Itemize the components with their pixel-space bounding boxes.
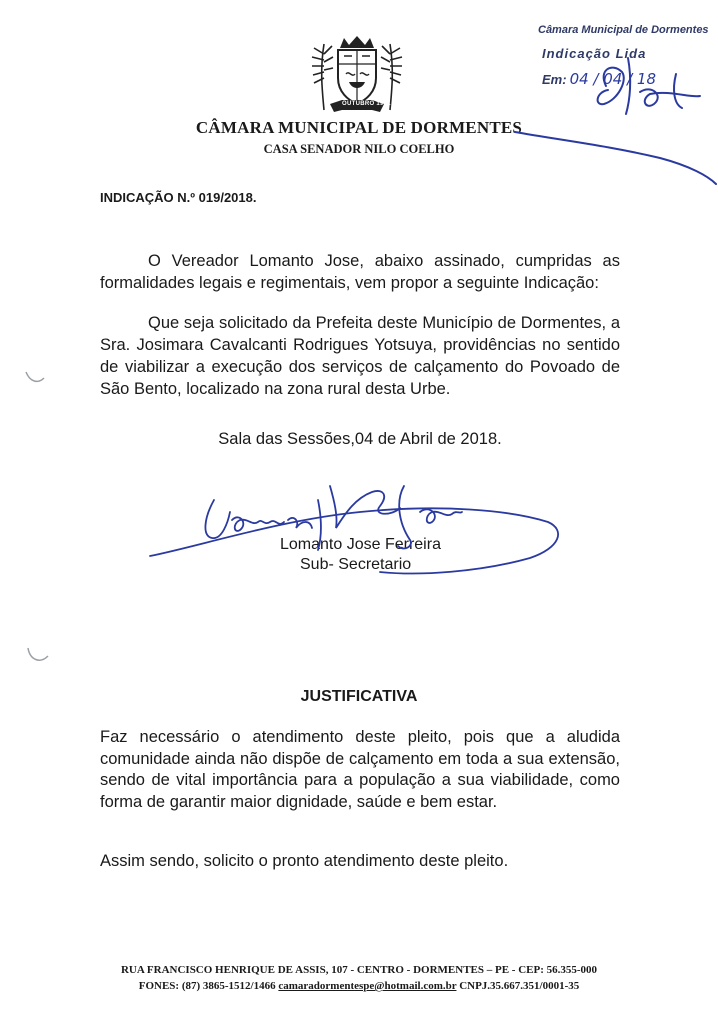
justification-paragraph: Faz necessário o atendimento deste pleito, pois que a aludida comunidade ainda não dispõe de calçamento em toda a sua extensão, sendo de vital importância para a população a sua viabilidade, como forma de garantir maior dignidade, saúde e bem estar.: [100, 728, 620, 811]
signer-block: [280, 535, 441, 575]
stamp-date-value: 04 / 04 / 18: [569, 70, 657, 88]
request-paragraph: Que seja solicitado da Prefeita deste Município de Dormentes, a Sra. Josimara Cavalcanti Rodrigues Yotsuya, providências no sentido de viabilizar a execução dos serviços de calçamento do Povoado de São Bento, localizado na zona rural desta Urbe.: [100, 314, 620, 398]
footer-cnpj: CNPJ.35.667.351/0001-35: [459, 980, 580, 992]
indication-number: INDICAÇÃO N.º 019/2018.: [100, 190, 257, 205]
municipal-crest-icon: [302, 34, 412, 120]
place-date: Sala das Sessões,04 de Abril de 2018.: [218, 430, 502, 448]
crest-ribbon-text: OUTUBRO 1991: [342, 101, 391, 107]
footer-email: camaradormentespe@hotmail.com.br: [278, 980, 457, 992]
signer-role: Sub- Secretario: [300, 556, 412, 573]
stamp-chamber-name: Câmara Municipal de Dormentes: [538, 24, 709, 36]
org-subtitle: CASA SENADOR NILO COELHO: [263, 142, 455, 156]
org-name: CÂMARA MUNICIPAL DE DORMENTES: [195, 118, 523, 137]
justification-title: JUSTIFICATIVA: [300, 688, 418, 705]
punch-marks-icon: [26, 372, 48, 660]
footer-phones: FONES: (87) 3865-1512/1466: [138, 980, 276, 992]
intro-paragraph: O Vereador Lomanto Jose, abaixo assinado, cumpridas as formalidades legais e regimentais, vem propor a seguinte Indicação:: [100, 252, 620, 292]
closing-paragraph: Assim sendo, solicito o pronto atendimento deste pleito.: [100, 852, 509, 870]
stamp-status: Indicação Lida: [542, 46, 647, 61]
footer-address: RUA FRANCISCO HENRIQUE DE ASSIS, 107 - CENTRO - DORMENTES – PE - CEP: 56.355-000: [120, 964, 598, 976]
signer-name: Lomanto Jose Ferreira: [280, 536, 441, 553]
footer-contacts: [0, 980, 718, 992]
stamp-date: [542, 70, 656, 88]
reading-stamp: [536, 24, 716, 124]
stamp-date-label: Em:: [542, 72, 567, 87]
